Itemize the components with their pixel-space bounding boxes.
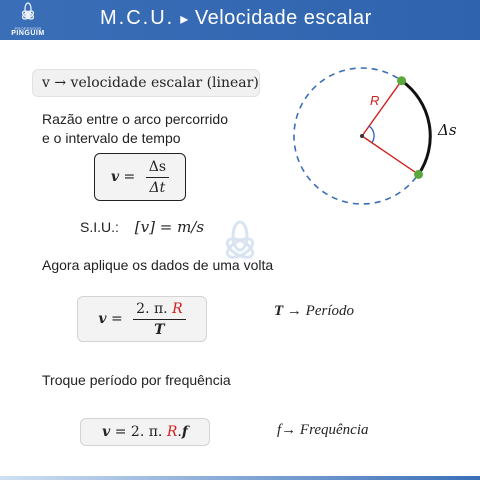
radius-line-2	[362, 136, 419, 174]
frequency-name: Frequência	[299, 422, 369, 438]
frequency-arrow: →	[281, 422, 300, 438]
siu-line	[80, 218, 204, 236]
formula3-eq: = 2. π.	[110, 424, 167, 440]
definition-label-box	[32, 69, 260, 97]
formula3-frequency: f	[181, 424, 188, 440]
frequency-symbol: f	[277, 422, 282, 438]
formula2-denominator: T	[154, 321, 165, 338]
formula2-eq: =	[106, 311, 128, 327]
formula3-radius: R	[166, 424, 178, 440]
step2-text: Agora aplique os dados de uma volta	[42, 257, 274, 273]
formula1-denominator: Δt	[149, 179, 166, 196]
formula1-fraction	[146, 159, 169, 196]
formula3-dot: .	[177, 424, 182, 440]
formula2-fraction	[133, 301, 185, 338]
period-arrow: →	[283, 303, 306, 319]
formula2-num-radius: R	[172, 300, 183, 317]
description-line-2: e o intervalo de tempo	[42, 130, 181, 146]
formula2-lhs: v	[98, 311, 107, 327]
footer-bar	[0, 476, 480, 480]
formula-velocity-period	[77, 296, 207, 342]
radius-label: R	[370, 93, 380, 108]
formula3-lhs: v	[102, 424, 111, 440]
center-point	[360, 134, 364, 138]
page-title	[100, 7, 372, 30]
siu-label: S.I.U.:	[80, 219, 119, 235]
endpoint-bottom	[414, 170, 423, 179]
definition-label: v → velocidade escalar (linear)	[42, 75, 259, 91]
formula1-eq: =	[119, 169, 140, 185]
frequency-note	[277, 422, 369, 439]
endpoint-top	[397, 76, 406, 85]
radius-line-1	[362, 81, 402, 136]
title-arrow-icon: ▸	[180, 11, 189, 28]
formula2-numerator	[133, 301, 185, 320]
formula-velocity-definition	[94, 153, 186, 201]
formula-velocity-frequency	[80, 418, 210, 446]
formula1-numerator: Δs	[146, 159, 169, 178]
title-text: Velocidade escalar	[194, 7, 372, 29]
period-name: Período	[305, 303, 354, 319]
title-mcu: M.C.U.	[100, 7, 175, 29]
arc-label: Δs	[438, 121, 457, 139]
circular-motion-diagram	[280, 66, 480, 216]
arc-delta-s	[402, 81, 431, 175]
description-line-1: Razão entre o arco percorrido	[42, 111, 228, 127]
brand-name: PINGUIM	[11, 30, 45, 37]
brand-small-text: PROFESSOR	[14, 26, 42, 31]
formula1-lhs: v	[110, 169, 120, 185]
formula2-num-prefix: 2. π.	[136, 300, 173, 317]
period-note	[274, 303, 354, 320]
watermark-logo-icon	[212, 218, 268, 278]
header-bar	[0, 0, 480, 40]
siu-expression: [v] = m/s	[134, 218, 205, 236]
logo	[0, 0, 56, 40]
period-symbol: T	[274, 303, 284, 319]
step3-text: Troque período por frequência	[42, 372, 231, 388]
angle-mark	[369, 126, 374, 143]
